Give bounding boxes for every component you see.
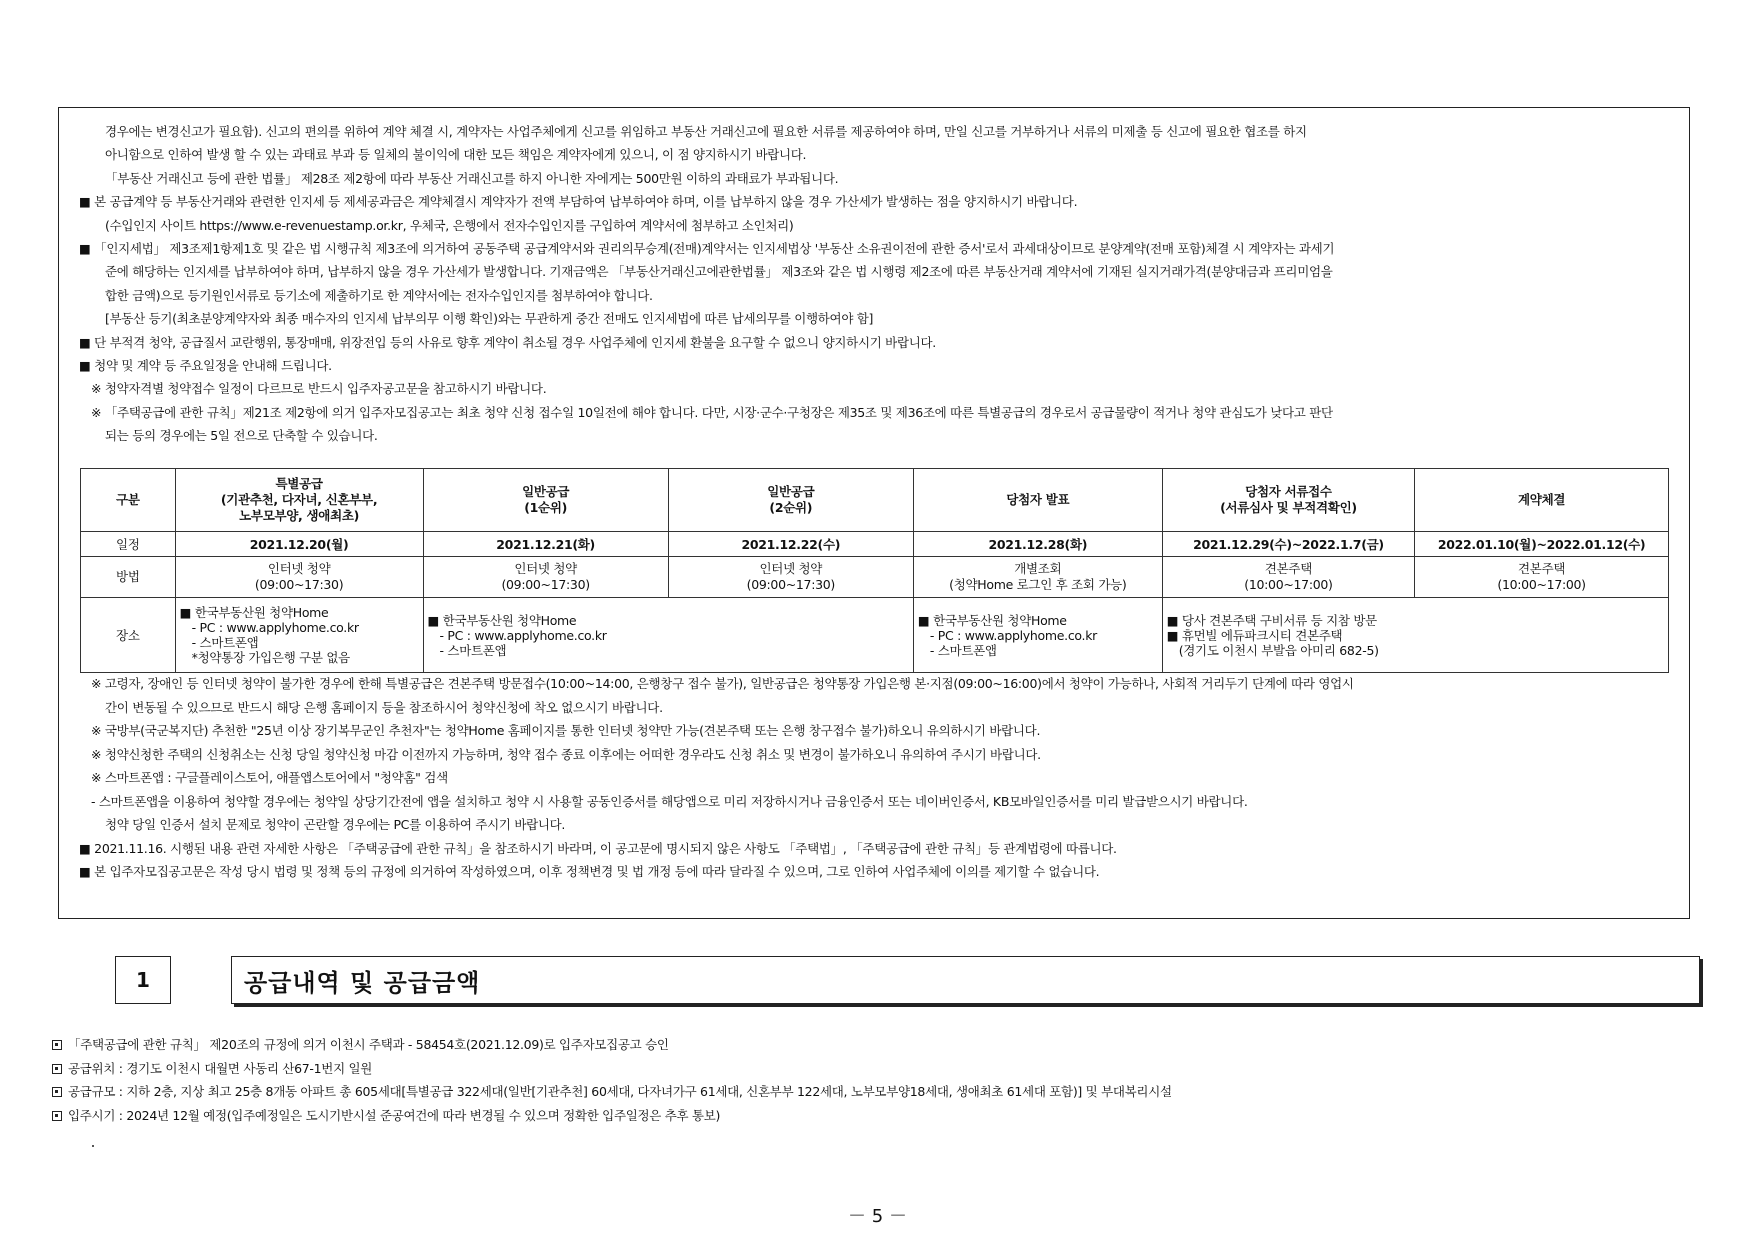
header-line: (2순위) xyxy=(769,500,813,515)
place-announce-line: - PC : www.applyhome.co.kr xyxy=(929,627,1097,643)
notice-box xyxy=(58,107,1690,919)
row-label-method: 방법 xyxy=(81,557,176,598)
notice-line: 되는 등의 경우에는 5일 전으로 단축할 수 있습니다. xyxy=(105,428,378,444)
supply-line xyxy=(52,1082,1172,1100)
method-line: 개별조회 xyxy=(1014,561,1062,576)
boxed-square-icon xyxy=(52,1040,62,1050)
supply-text: 입주시기 : 2024년 12월 예정(입주예정일은 도시기반시설 준공여건에 따라 변경될 수 있으며 정확한 입주일정은 추후 통보) xyxy=(68,1107,721,1123)
method-line: 인터넷 청약 xyxy=(759,561,823,576)
date-announce: 2021.12.28(화) xyxy=(913,532,1162,557)
stray-dot xyxy=(92,1145,94,1147)
schedule-header-row xyxy=(81,469,1669,532)
method-line: (청약Home 로그인 후 조회 가능) xyxy=(949,577,1127,592)
section-number: 1 xyxy=(115,956,171,1004)
method-line: (09:00~17:30) xyxy=(501,577,590,592)
notice-line: 준에 해당하는 인지세를 납부하여야 하며, 납부하지 않을 경우 가산세가 발생합니다. 기재금액은 「부동산거래신고에관한법률」 제3조와 같은 법 시행령 제2조에 따른 부동산거래 계약서에 기재된 실지거래가격(분양대금과 프리미엄을 xyxy=(105,264,1333,280)
schedule-header-cell xyxy=(175,469,423,532)
place-special-line: *청약통장 가입은행 구분 없음 xyxy=(191,650,350,665)
row-label-place: 장소 xyxy=(81,598,176,673)
place-contract-line: (경기도 이천시 부발읍 아미리 682-5) xyxy=(1178,642,1379,658)
notice-line: ※ 스마트폰앱 : 구글플레이스토어, 애플앱스토어에서 "청약홈" 검색 xyxy=(91,770,448,785)
supply-line xyxy=(52,1035,669,1053)
page-number: － 5 － xyxy=(848,1206,907,1227)
supply-text: 「주택공급에 관한 규칙」 제20조의 규정에 의거 이천시 주택과 - 58454호(2021.12.09)로 입주자모집공고 승인 xyxy=(68,1037,669,1052)
header-line: 일반공급 xyxy=(767,484,815,499)
method-cell xyxy=(423,557,668,598)
notice-line: ※ 국방부(국군복지단) 추천한 "25년 이상 장기복무군인 추천자"는 청약Home 홈페이지를 통한 인터넷 청약만 가능(견본주택 또는 은행 창구접수 불가)하오니 유의하시기 바랍니다. xyxy=(91,723,1041,738)
notice-line: [부동산 등기(최초분양계약자와 최종 매수자의 인지세 납부의무 이행 확인)와는 무관하게 중간 전매도 인지세법에 따른 납세의무를 이행하여야 함] xyxy=(105,311,874,327)
schedule-header-cell xyxy=(1415,469,1669,532)
header-line: (기관추천, 다자녀, 신혼부부, xyxy=(220,492,378,507)
section-title: 공급내역 및 공급금액 xyxy=(231,956,1700,1004)
notice-line: ■ 본 공급계약 등 부동산거래와 관련한 인지세 등 제세공과금은 계약체결시 계약자가 전액 부담하여 납부하여야 하며, 이를 납부하지 않을 경우 가산세가 발생하는 점을 양지하시기 바랍니다. xyxy=(79,194,1078,210)
notice-line: ■ 「인지세법」 제3조제1항제1호 및 같은 법 시행규칙 제3조에 의거하여 공동주택 공급계약서와 권리의무승계(전매)계약서는 인지세법상 '부동산 소유권이전에 관한 증서'로서 과세대상이므로 분양계약(전매 포함)체결 시 계약자는 과세기 xyxy=(79,241,1335,256)
place-general-line: - 스마트폰앱 xyxy=(439,642,507,658)
schedule-date-row xyxy=(81,532,1669,557)
method-cell xyxy=(1415,557,1669,598)
place-general-line: - PC : www.applyhome.co.kr xyxy=(439,627,607,643)
boxed-square-icon xyxy=(52,1064,62,1074)
notice-line: 경우에는 변경신고가 필요함). 신고의 편의를 위하여 계약 체결 시, 계약자는 사업주체에게 신고를 위임하고 부동산 거래신고에 필요한 서류를 제공하여야 하며, 만일 신고를 거부하거나 서류의 미제출 등 신고에 필요한 협조를 하지 xyxy=(105,124,1307,139)
place-special xyxy=(175,598,423,673)
header-line: (서류심사 및 부적격확인) xyxy=(1220,500,1357,515)
notice-line: ■ 청약 및 계약 등 주요일정을 안내해 드립니다. xyxy=(79,358,332,373)
method-line: 인터넷 청약 xyxy=(514,561,577,576)
method-cell xyxy=(913,557,1162,598)
boxed-square-icon xyxy=(52,1111,62,1121)
notice-line: - 스마트폰앱을 이용하여 청약할 경우에는 청약일 상당기간전에 앱을 설치하고 청약 시 사용할 공동인증서를 해당앱으로 미리 저장하시거나 금융인증서 또는 네이버인증서, KB모바일인증서를 미리 발급받으시기 바랍니다. xyxy=(91,793,1248,809)
place-contract xyxy=(1162,598,1668,673)
method-line: (09:00~17:30) xyxy=(254,577,344,592)
place-special-line: ■ 한국부동산원 청약Home xyxy=(179,605,329,620)
supply-line xyxy=(52,1106,720,1124)
header-line: 당첨자 발표 xyxy=(1006,492,1070,507)
method-cell xyxy=(175,557,423,598)
place-general-line: ■ 한국부동산원 청약Home xyxy=(427,612,577,628)
place-announce-line: ■ 한국부동산원 청약Home xyxy=(917,612,1067,628)
schedule-header-cell xyxy=(1162,469,1414,532)
schedule-method-row xyxy=(81,557,1669,598)
method-line: 견본주택 xyxy=(1264,561,1312,576)
schedule-place-row xyxy=(81,598,1669,673)
boxed-square-icon xyxy=(52,1087,62,1097)
header-line: 구분 xyxy=(116,492,140,507)
row-label-date: 일정 xyxy=(81,532,176,557)
place-announce-line: - 스마트폰앱 xyxy=(929,642,997,658)
date-general-1: 2021.12.21(화) xyxy=(423,532,668,557)
schedule-table xyxy=(80,468,1669,673)
schedule-header-cell xyxy=(668,469,913,532)
notice-line: ■ 2021.11.16. 시행된 내용 관련 자세한 사항은 「주택공급에 관한 규칙」을 참조하시기 바라며, 이 공고문에 명시되지 않은 사항도 「주택법」, 「주택공급에 관한 규칙」등 관계법령에 따릅니다. xyxy=(79,840,1117,856)
supply-text: 공급위치 : 경기도 이천시 대월면 사동리 산67-1번지 일원 xyxy=(68,1060,373,1076)
place-contract-line: ■ 휴먼빌 에듀파크시티 견본주택 xyxy=(1166,627,1343,643)
method-cell xyxy=(668,557,913,598)
notice-line: 아니함으로 인하여 발생 할 수 있는 과태료 부과 등 일체의 불이익에 대한 모든 책임은 계약자에게 있으니, 이 점 양지하시기 바랍니다. xyxy=(105,147,807,163)
header-line: 노부모부양, 생애최초) xyxy=(239,508,360,523)
header-line: 당첨자 서류접수 xyxy=(1245,484,1332,499)
notice-line: 청약 당일 인증서 설치 문제로 청약이 곤란할 경우에는 PC를 이용하여 주시기 바랍니다. xyxy=(105,817,566,832)
method-line: 견본주택 xyxy=(1518,561,1566,576)
notice-line: 간이 변동될 수 있으므로 반드시 해당 은행 홈페이지 등을 참조하시어 청약신청에 착오 없으시기 바랍니다. xyxy=(105,699,663,715)
header-line: 일반공급 xyxy=(522,484,570,499)
method-line: (10:00~17:00) xyxy=(1497,577,1586,592)
date-general-2: 2021.12.22(수) xyxy=(668,532,913,557)
notice-line: ※ 청약자격별 청약접수 일정이 다르므로 반드시 입주자공고문을 참고하시기 바랍니다. xyxy=(91,381,547,397)
place-special-line: - 스마트폰앱 xyxy=(191,635,259,650)
date-documents: 2021.12.29(수)~2022.1.7(금) xyxy=(1162,532,1414,557)
place-general xyxy=(423,598,913,673)
schedule-header-cell xyxy=(913,469,1162,532)
supply-text: 공급규모 : 지하 2층, 지상 최고 25층 8개동 아파트 총 605세대[특별공급 322세대(일반[기관추천] 60세대, 다자녀가구 61세대, 신혼부부 122세대, 노부모부양18세대, 생애최초 61세대 포함)] 및 부대복리시설 xyxy=(68,1084,1172,1099)
notice-line: ■ 단 부적격 청약, 공급질서 교란행위, 통장매매, 위장전입 등의 사유로 향후 계약이 취소될 경우 사업주체에 인지세 환불을 요구할 수 없으니 양지하시기 바랍니다. xyxy=(79,334,936,350)
schedule-header-cell xyxy=(423,469,668,532)
header-line: (1순위) xyxy=(524,500,568,515)
header-line: 계약체결 xyxy=(1518,492,1566,507)
notice-line: 합한 금액)으로 등기원인서류로 등기소에 제출하기로 한 계약서에는 전자수입인지를 첨부하여야 합니다. xyxy=(105,287,653,303)
method-line: (10:00~17:00) xyxy=(1244,577,1333,592)
method-cell xyxy=(1162,557,1414,598)
place-announce xyxy=(913,598,1162,673)
notice-line: (수입인지 사이트 https://www.e-revenuestamp.or.kr, 우체국, 은행에서 전자수입인지를 구입하여 계약서에 첨부하고 소인처리) xyxy=(105,217,794,233)
supply-line xyxy=(52,1059,372,1077)
notice-line: ※ 청약신청한 주택의 신청취소는 신청 당일 청약신청 마감 이전까지 가능하며, 청약 접수 종료 이후에는 어떠한 경우라도 신청 취소 및 변경이 불가하오니 유의하여 주시기 바랍니다. xyxy=(91,746,1041,762)
notice-line: ■ 본 입주자모집공고문은 작성 당시 법령 및 정책 등의 규정에 의거하여 작성하였으며, 이후 정책변경 및 법 개정 등에 따라 달라질 수 있으며, 그로 인하여 사업주체에 이의를 제기할 수 없습니다. xyxy=(79,864,1100,879)
place-contract-line: ■ 당사 견본주택 구비서류 등 지참 방문 xyxy=(1166,612,1377,628)
date-contract: 2022.01.10(월)~2022.01.12(수) xyxy=(1415,532,1669,557)
notice-line: 「부동산 거래신고 등에 관한 법률」 제28조 제2항에 따라 부동산 거래신고를 하지 아니한 자에게는 500만원 이하의 과태료가 부과됩니다. xyxy=(105,170,839,186)
schedule-header-cell xyxy=(81,469,176,532)
header-line: 특별공급 xyxy=(275,476,323,491)
method-line: 인터넷 청약 xyxy=(267,561,331,576)
method-line: (09:00~17:30) xyxy=(746,577,835,592)
notice-line: ※ 고령자, 장애인 등 인터넷 청약이 불가한 경우에 한해 특별공급은 견본주택 방문접수(10:00~14:00, 은행창구 접수 불가), 일반공급은 청약통장 가입은행 본·지점(09:00~16:00)에서 청약이 가능하나, 사회적 거리두기 단계에 따라 영업시 xyxy=(91,676,1354,691)
date-special: 2021.12.20(월) xyxy=(175,532,423,557)
notice-line: ※ 「주택공급에 관한 규칙」제21조 제2항에 의거 입주자모집공고는 최초 청약 신청 접수일 10일전에 해야 합니다. 다만, 시장·군수·구청장은 제35조 및 제36조에 따른 특별공급의 경우로서 공급물량이 적거나 청약 관심도가 낮다고 판단 xyxy=(91,404,1333,420)
place-special-line: - PC : www.applyhome.co.kr xyxy=(191,620,359,635)
